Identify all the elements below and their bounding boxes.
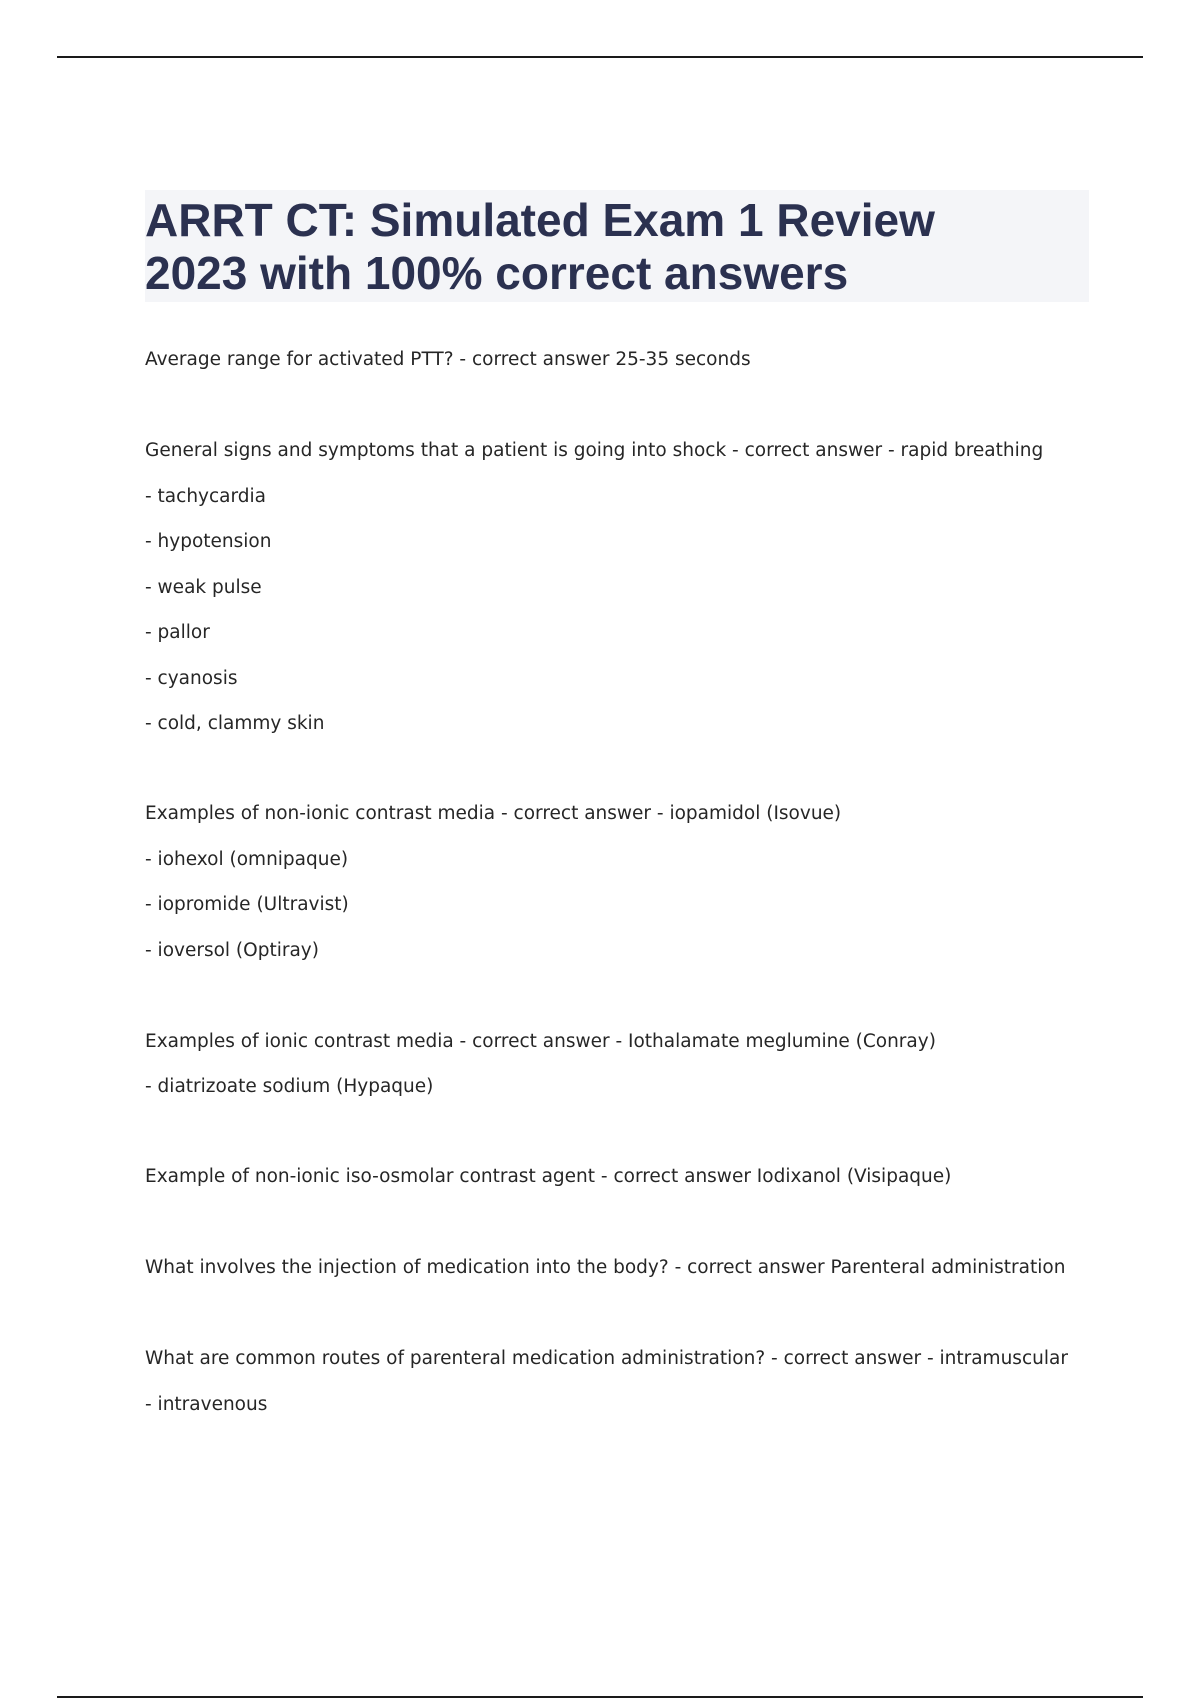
qa-3-line-1: Examples of non-ionic contrast media - correct answer - iopamidol (Isovue) [145, 803, 842, 824]
qa-3-line-4: - ioversol (Optiray) [145, 940, 319, 961]
qa-5-line-1: Example of non-ionic iso-osmolar contrast agent - correct answer Iodixanol (Visipaque) [145, 1166, 952, 1187]
qa-2-line-4: - weak pulse [145, 577, 262, 598]
qa-2-line-2: - tachycardia [145, 486, 266, 507]
document-title-line-1: ARRT CT: Simulated Exam 1 Review [145, 194, 935, 246]
qa-4-line-1: Examples of ionic contrast media - correct answer - Iothalamate meglumine (Conray) [145, 1031, 936, 1052]
qa-2-line-7: - cold, clammy skin [145, 713, 325, 734]
qa-1-line-1: Average range for activated PTT? - correct answer 25-35 seconds [145, 349, 751, 370]
qa-2-line-3: - hypotension [145, 531, 272, 552]
qa-3-line-2: - iohexol (omnipaque) [145, 849, 349, 870]
bottom-rule [57, 1696, 1143, 1698]
qa-3-line-3: - iopromide (Ultravist) [145, 894, 349, 915]
qa-6-line-1: What involves the injection of medication into the body? - correct answer Parenteral administration [145, 1257, 1066, 1278]
document-title-line-2: 2023 with 100% correct answers [145, 247, 849, 299]
qa-7-line-2: - intravenous [145, 1394, 268, 1415]
qa-2-line-6: - cyanosis [145, 668, 238, 689]
qa-7-line-1: What are common routes of parenteral medication administration? - correct answer - intramuscular [145, 1348, 1068, 1369]
top-rule [57, 56, 1143, 58]
qa-2-line-5: - pallor [145, 622, 210, 643]
qa-2-line-1: General signs and symptoms that a patient is going into shock - correct answer - rapid breathing [145, 440, 1044, 461]
qa-4-line-2: - diatrizoate sodium (Hypaque) [145, 1076, 434, 1097]
